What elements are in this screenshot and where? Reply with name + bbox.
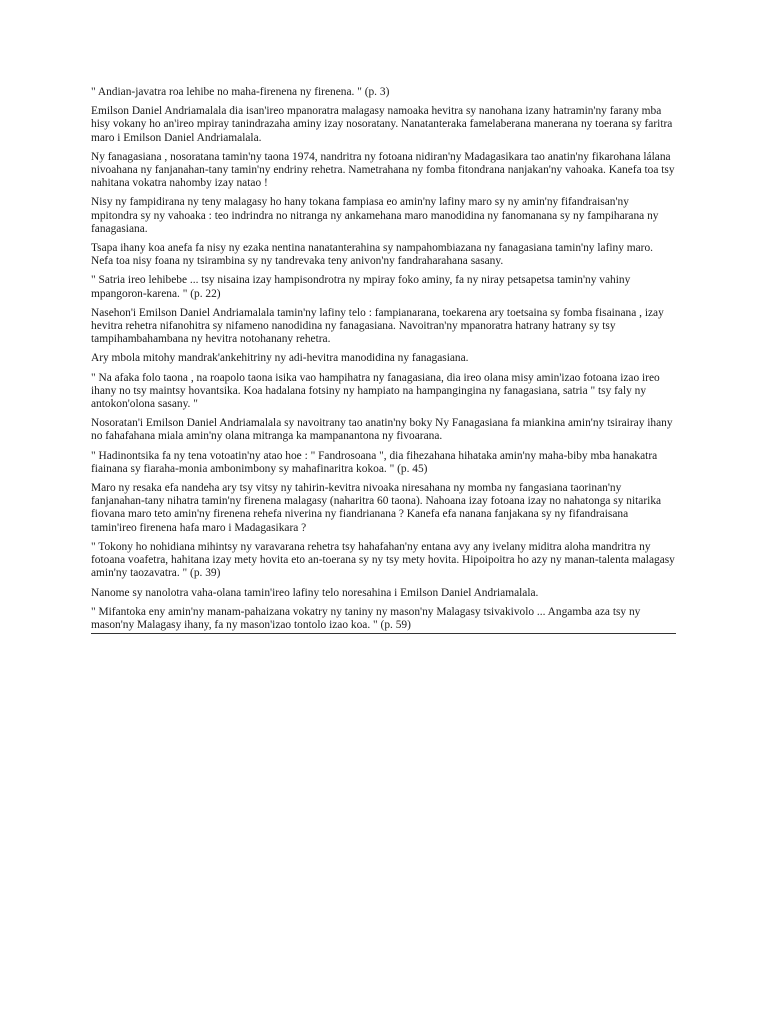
paragraph-vaha-olana: Nanome sy nanolotra vaha-olana tamin'ireo lafiny telo noresahina i Emilson Daniel Andriamalala. bbox=[91, 586, 539, 599]
paragraph-quote-p45: " Hadinontsika fa ny tena votoatin'ny atao hoe : " Fandrosoana ", dia fihezahana hihataka amin'ny maha-biby mba hanakatra fiainana sy fiaraha-monia ambonimbony sy mahafinaritra kokoa. " (p. 45) bbox=[91, 449, 658, 475]
paragraph-fanagasiana-1974: Ny fanagasiana , nosoratana tamin'ny taona 1974, nandritra ny fotoana nidiran'ny Madagasikara tao anatin'ny fikarohana lálana nivoahana ny fanjanahan-tany tamin'ny endriny rehetra. Nametrahana ny fomba fitondrana nanjakan'ny vahoaka. Kanefa toa tsy nahitana vokatra nahomby izay natao ! bbox=[91, 150, 675, 190]
document-body bbox=[91, 86, 676, 634]
paragraph-tsirairay: Nosoratan'i Emilson Daniel Andriamalala sy navoitrany tao anatin'ny boky Ny Fanagasiana fa miankina amin'ny tsirairay ihany no fahafahana miala amin'ny olana mitranga ka mampanantona ny fivoarana. bbox=[91, 417, 673, 443]
paragraph-teny-malagasy: Nisy ny fampidirana ny teny malagasy ho hany tokana fampiasa eo amin'ny lafiny maro sy ny amin'ny fifandraisan'ny mpitondra sy ny vahoaka : teo indrindra no nitranga ny ankamehana maro manodidina ny fanomanana sy ny fampiharana ny fanagasiana. bbox=[91, 196, 659, 235]
paragraph-intro: Emilson Daniel Andriamalala dia isan'ireo mpanoratra malagasy namoaka hevitra sy nanohana izany hatramin'ny farany mba hisy vokany ho an'ireo mpiray tanindrazaha aminy izay nosoratany. Nanatanteraka famelaberana manerana ny toerana sy faritra maro i Emilson Daniel Andriamalala. bbox=[91, 105, 673, 144]
paragraph-ezaka: Tsapa ihany koa anefa fa nisy ny ezaka nentina nanatanterahina sy nampahombiazana ny fanagasiana tamin'ny lafiny maro. Nefa toa nisy foana ny tsirambina sy ny tandrevaka teny anivon'ny fandraharahana sasany. bbox=[91, 242, 654, 268]
paragraph-fangasiana-questions: Maro ny resaka efa nandeha ary tsy vitsy ny tahirin-kevitra nivoaka niresahana ny momba ny fangasiana taorinan'ny fanjanahan-tany nihatra tamin'ny firenena malagasy (naharitra 60 taona). Nahoana izay fotoana izay no nahatonga sy nitarika fiovana maro teto amin'ny firenena rehefa niverina ny fiandrianana ? Kanefa efa nanana fanjakana sy ny fifandraisana tamin'ireo firenena hafa maro i Madagasikara ? bbox=[91, 482, 662, 534]
paragraph-quote-p22: " Satria ireo lehibebe ... tsy nisaina izay hampisondrotra ny mpiray foko aminy, fa ny niray petsapetsa tamin'ny vahiny mpangoron-karena. " (p. 22) bbox=[91, 274, 631, 300]
paragraph-quote-p3: " Andian-javatra roa lehibe no maha-firenena ny firenena. " (p. 3) bbox=[91, 86, 390, 98]
paragraph-lafiny-telo: Nasehon'i Emilson Daniel Andriamalala tamin'ny lafiny telo : fampianarana, toekarena ary toetsaina sy fomba fisainana , izay hevitra rehetra nifanohitra sy nifameno nanodidina ny fanagasiana. Navoitran'ny mpanoratra hatrany hatrany sy tsy tampihambahambana ny hevitra notohanany rehetra. bbox=[91, 306, 664, 346]
paragraph-quote-folo-taona: " Na afaka folo taona , na roapolo taona isika vao hampihatra ny fanagasiana, dia ireo olana misy amin'izao fotoana izao ireo ihany no tsy maintsy hovantsika. Koa hadalana fotsiny ny hampiato na hampangingina ny fanagasiana, satria " tsy faly ny antokon'olona sasany. " bbox=[91, 371, 660, 411]
paragraph-adi-hevitra: Ary mbola mitohy mandrak'ankehitriny ny adi-hevitra manodidina ny fanagasiana. bbox=[91, 352, 469, 365]
paragraph-quote-p59: " Mifantoka eny amin'ny manam-pahaizana vokatry ny taniny ny mason'ny Malagasy tsivakivolo ... Angamba aza tsy ny mason'ny Malagasy ihany, fa ny mason'izao tontolo izao koa. " (p. 59) bbox=[91, 605, 641, 631]
paragraph-quote-p39: " Tokony ho nohidiana mihintsy ny varavarana rehetra tsy hahafahan'ny entana avy any ivelany miditra aloha mandritra ny fotoana voafetra, hahitana izay mety hovita eto an-toerana sy ny tsy mety hovita. Hipoipoitra ho azy ny manan-talenta malagasy amin'ny taozavatra. " (p. 39) bbox=[91, 540, 675, 580]
